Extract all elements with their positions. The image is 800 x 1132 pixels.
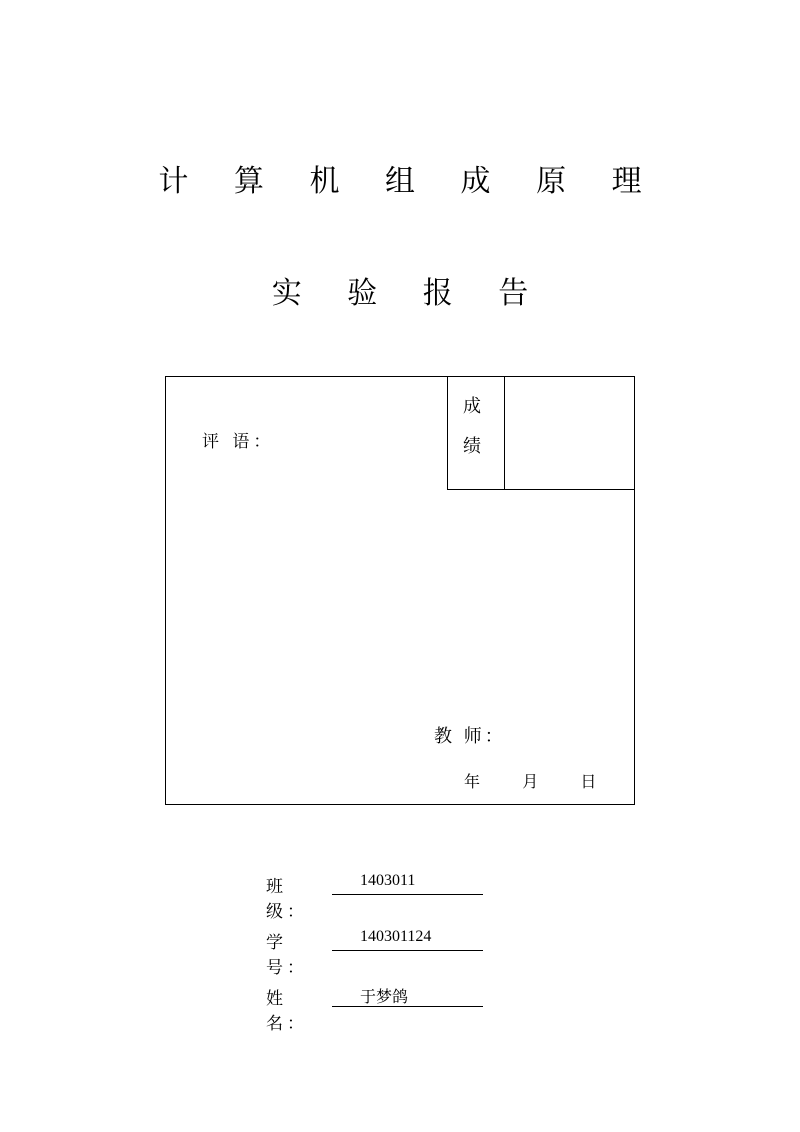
teacher-signature-label: 教 师： [434, 726, 506, 747]
name-row [266, 984, 409, 1034]
student-id-row [266, 928, 432, 978]
student-id-label: 学 号： [266, 933, 308, 978]
date-month-label: 月 [522, 772, 539, 791]
student-id-field [332, 928, 483, 951]
date-day-label: 日 [580, 772, 597, 791]
comment-label: 评 语： [202, 432, 275, 452]
score-label-char-1: 成 [463, 396, 481, 417]
grading-box [165, 376, 635, 805]
document-title: 计 算 机 组 成 原 理 [158, 164, 660, 199]
score-label-char-2: 绩 [463, 436, 481, 457]
document-subtitle: 实 验 报 告 [271, 276, 547, 311]
name-field [332, 984, 483, 1007]
class-label: 班 级： [266, 877, 308, 922]
score-label [463, 387, 483, 467]
class-value: 1403011 [360, 872, 416, 889]
name-value: 于梦鸽 [360, 989, 409, 1006]
name-label: 姓 名： [266, 989, 308, 1034]
class-field [332, 872, 483, 895]
date-year-label: 年 [464, 772, 481, 791]
score-label-cell [447, 377, 505, 490]
date-row [464, 769, 596, 792]
student-id-value: 140301124 [360, 928, 432, 945]
score-value-cell [505, 377, 634, 490]
class-row [266, 872, 416, 922]
